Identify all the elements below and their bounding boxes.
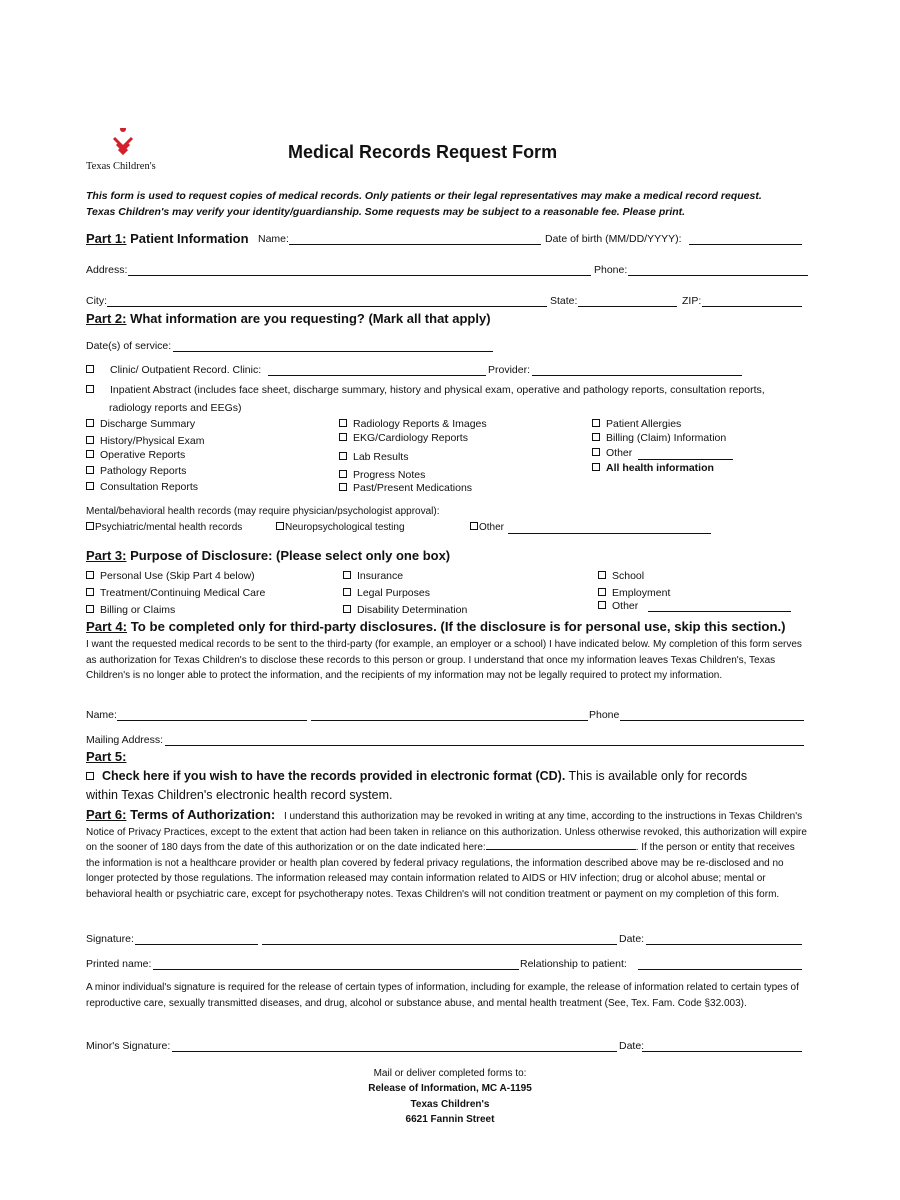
logo-text: Texas Children's [86, 161, 156, 172]
part6-text-a: I understand this authorization may be revoked in writing at any time, according to the instructions in Texas Children's Notice of Privacy Practices, except to the extent that action had been taken in reliance on this authorization. Unless otherwise revoked, this authorization will expire on the sooner of 180 days from the date of this authorization or on the date indicated here: [86, 811, 807, 853]
checkbox[interactable] [339, 483, 347, 491]
footer-line-3: Texas Children's [410, 1099, 490, 1110]
part2-title: What information are you requesting? (Mark all that apply) [130, 311, 491, 326]
part5-line2: within Texas Children's electronic health record system. [86, 788, 393, 802]
intro-line-1: This form is used to request copies of medical records. Only patients or their legal representatives may make a medical record request. [86, 190, 762, 202]
part1-zip-label: ZIP: [682, 295, 702, 307]
part5-check-rest: This is available only for records [568, 769, 748, 783]
option-label: Other [606, 447, 633, 459]
clinic-field[interactable] [268, 375, 486, 376]
checkbox[interactable] [86, 466, 94, 474]
option-label: All health information [606, 462, 714, 474]
expiry-date-field[interactable] [486, 840, 636, 850]
checkbox[interactable] [86, 588, 94, 596]
part6-text-b: . If the person or entity that receives the information is not a healthcare provider or health plan covered by federal privacy regulations, the information described above may be re-disclosed and no longer protected by those regulations. The information released may contain information related to AIDS or HIV infection; drug or alcohol abuse; mental or behavioral health or psychiatric care, except for psychotherapy notes. Texas Children's will not condition treatment or payment on my completion of this form. [86, 842, 795, 900]
p3c1-2 [86, 604, 175, 616]
p3c3-0 [598, 570, 644, 582]
checkbox[interactable] [598, 601, 606, 609]
p2c2-1 [339, 432, 468, 444]
checkbox[interactable] [598, 571, 606, 579]
inpatient-label: Inpatient Abstract (includes face sheet, discharge summary, history and physical exam, operative and pathology reports, consultation reports, [110, 384, 765, 396]
checkbox[interactable] [343, 571, 351, 579]
provider-label: Provider: [488, 364, 531, 376]
minor-date-field[interactable] [642, 1051, 802, 1052]
signature-field-1[interactable] [135, 944, 258, 945]
printed-name-field[interactable] [153, 969, 519, 970]
p3c1-0 [86, 570, 255, 582]
provider-field[interactable] [532, 375, 742, 376]
part1-name-label: Name: [258, 233, 289, 245]
checkbox[interactable] [598, 588, 606, 596]
part4-heading [86, 619, 786, 634]
p2c1-2 [86, 449, 185, 461]
p2c3-0 [592, 418, 681, 430]
checkbox[interactable] [343, 588, 351, 596]
part1-address-field[interactable] [128, 275, 591, 276]
part3-title: Purpose of Disclosure: (Please select only one box) [130, 548, 451, 563]
part2-heading [86, 311, 491, 326]
texas-childrens-logo-icon [108, 128, 138, 158]
mental-other-label: Other [479, 522, 505, 533]
checkbox[interactable] [592, 433, 600, 441]
option-label: Employment [612, 587, 671, 599]
neuro-checkbox[interactable] [276, 522, 284, 530]
checkbox[interactable] [592, 463, 600, 471]
psych-checkbox[interactable] [86, 522, 94, 530]
checkbox[interactable] [339, 452, 347, 460]
p3c3-1 [598, 587, 670, 599]
relationship-label: Relationship to patient: [520, 958, 627, 970]
checkbox[interactable] [339, 470, 347, 478]
footer-line-4: 6621 Fannin Street [405, 1114, 495, 1125]
checkbox[interactable] [86, 605, 94, 613]
part1-zip-field[interactable] [702, 306, 802, 307]
part2-clinic-row [86, 364, 261, 376]
page-title: Medical Records Request Form [288, 142, 558, 162]
p3c2-1 [343, 587, 430, 599]
minor-signature-field[interactable] [172, 1051, 617, 1052]
part4-phone-field[interactable] [620, 720, 804, 721]
part2-dates-field[interactable] [173, 351, 493, 352]
part6-text [86, 809, 808, 902]
option-label: History/Physical Exam [100, 435, 205, 447]
p3c2-2 [343, 604, 467, 616]
option-label: Treatment/Continuing Medical Care [100, 587, 266, 599]
option-label: Personal Use (Skip Part 4 below) [100, 570, 255, 582]
mental-other-checkbox[interactable] [470, 522, 478, 530]
p2c1-4 [86, 481, 198, 493]
minor-signature-label: Minor's Signature: [86, 1040, 171, 1052]
signature-date-label: Date: [619, 933, 645, 945]
p3c3-2 [598, 600, 638, 612]
option-label: Lab Results [353, 451, 409, 463]
part4-name-field-2[interactable] [311, 720, 588, 721]
p2-other-field[interactable] [638, 459, 733, 460]
p3-other-field[interactable] [648, 611, 791, 612]
option-label: Radiology Reports & Images [353, 418, 487, 430]
p2c1-3 [86, 465, 186, 477]
electronic-format-checkbox[interactable] [86, 772, 94, 780]
checkbox[interactable] [86, 571, 94, 579]
minor-date-label: Date: [619, 1040, 645, 1052]
option-label: Patient Allergies [606, 418, 682, 430]
part4-title: To be completed only for third-party disclosures. (If the disclosure is for personal use, skip this section.) [130, 619, 786, 634]
signature-label: Signature: [86, 933, 134, 945]
mental-label: Mental/behavioral health records (may require physician/psychologist approval): [86, 506, 440, 517]
option-label: Consultation Reports [100, 481, 199, 493]
part3-heading [86, 548, 450, 563]
neuro-label: Neuropsychological testing [285, 522, 405, 533]
logo [86, 128, 176, 178]
part4-name-field[interactable] [117, 720, 307, 721]
relationship-field[interactable] [638, 969, 802, 970]
checkbox[interactable] [86, 482, 94, 490]
part1-address-label: Address: [86, 264, 128, 276]
checkbox[interactable] [592, 419, 600, 427]
footer-line-1: Mail or deliver completed forms to: [373, 1068, 527, 1079]
option-label: Billing (Claim) Information [606, 432, 727, 444]
inpatient-checkbox[interactable] [86, 385, 94, 393]
p2c3-3 [592, 462, 714, 474]
part4-name-label: Name: [86, 709, 117, 721]
p2c2-4 [339, 482, 472, 494]
part5-label: Part 5: [86, 749, 127, 764]
part1-city-label: City: [86, 295, 107, 307]
option-label: Operative Reports [100, 449, 186, 461]
part4-phone-label: Phone [589, 709, 620, 721]
footer-line-2: Release of Information, MC A-1195 [368, 1083, 532, 1094]
checkbox[interactable] [86, 419, 94, 427]
part4-mailing-field[interactable] [165, 745, 804, 746]
p2c1-1 [86, 435, 204, 447]
part1-state-field[interactable] [578, 306, 677, 307]
minor-text: A minor individual's signature is required for the release of certain types of information, including for example, the release of information related to certain types of reproductive care, sexually transmitted diseases, and drug, alcohol or substance abuse, and mental health treatment (See, Tex. Fam. Code §32.003). [86, 982, 799, 1009]
neuro-option [276, 522, 405, 533]
option-label: Progress Notes [353, 469, 426, 481]
part5-heading [86, 749, 126, 764]
checkbox[interactable] [339, 419, 347, 427]
p2c2-0 [339, 418, 487, 430]
p2c2-3 [339, 469, 425, 481]
mental-options [86, 522, 242, 533]
checkbox[interactable] [86, 450, 94, 458]
part5-check-bold: Check here if you wish to have the records provided in electronic format (CD). [102, 769, 566, 783]
part1-name-field[interactable] [289, 244, 541, 245]
option-label: Pathology Reports [100, 465, 187, 477]
part2-dates-label: Date(s) of service: [86, 340, 172, 352]
p2c3-1 [592, 432, 726, 444]
checkbox[interactable] [592, 448, 600, 456]
option-label: EKG/Cardiology Reports [353, 432, 468, 444]
signature-field-2[interactable] [262, 944, 617, 945]
checkbox[interactable] [339, 433, 347, 441]
inpatient-label-cont: radiology reports and EEGs) [109, 402, 242, 414]
psych-label: Psychiatric/mental health records [95, 522, 243, 533]
part4-mailing-label: Mailing Address: [86, 734, 164, 746]
option-label: School [612, 570, 645, 582]
part1-title: Patient Information [130, 231, 249, 246]
part1-phone-label: Phone: [594, 264, 628, 276]
part4-text: I want the requested medical records to be sent to the third-party (for example, an employer or a school) I have indicated below. My completion of this form serves as authorization for Texas Children's to disclose these records to this person or group. I understand that once my information leaves Texas Children's, Texas Children's is no longer able to protect the information, and the recipients of my information may not be legally required to protect my information. [86, 639, 802, 681]
clinic-label: Clinic/ Outpatient Record. Clinic: [110, 364, 262, 376]
part1-dob-label: Date of birth (MM/DD/YYYY): [545, 233, 682, 245]
mental-other-option [470, 522, 504, 533]
p3c2-0 [343, 570, 403, 582]
part1-heading [86, 231, 249, 246]
p2c1-0 [86, 418, 195, 430]
option-label: Billing or Claims [100, 604, 176, 616]
part2-label: Part 2: [86, 311, 127, 326]
option-label: Discharge Summary [100, 418, 196, 430]
option-label: Disability Determination [357, 604, 468, 616]
option-label: Past/Present Medications [353, 482, 473, 494]
mental-other-field[interactable] [508, 533, 711, 534]
part4-label: Part 4: [86, 619, 128, 634]
p2c3-2 [592, 447, 632, 459]
checkbox[interactable] [343, 605, 351, 613]
part6-title: Terms of Authorization: [130, 807, 276, 822]
printed-name-label: Printed name: [86, 958, 152, 970]
p3c1-1 [86, 587, 265, 599]
clinic-checkbox[interactable] [86, 365, 94, 373]
option-label: Other [612, 600, 639, 612]
signature-date-field[interactable] [646, 944, 802, 945]
part1-dob-field[interactable] [689, 244, 802, 245]
part1-state-label: State: [550, 295, 578, 307]
option-label: Insurance [357, 570, 404, 582]
part1-label: Part 1: [86, 231, 127, 246]
p2c2-2 [339, 451, 408, 463]
part2-inpatient-row [86, 384, 765, 396]
option-label: Legal Purposes [357, 587, 430, 599]
part6-label: Part 6: [86, 807, 127, 822]
part5-check-row [86, 769, 747, 783]
part3-label: Part 3: [86, 548, 127, 563]
part1-city-field[interactable] [107, 306, 547, 307]
checkbox[interactable] [86, 436, 94, 444]
intro-line-2: Texas Children's may verify your identity/guardianship. Some requests may be subject to a reasonable fee. Please print. [86, 206, 686, 218]
part1-phone-field[interactable] [628, 275, 808, 276]
